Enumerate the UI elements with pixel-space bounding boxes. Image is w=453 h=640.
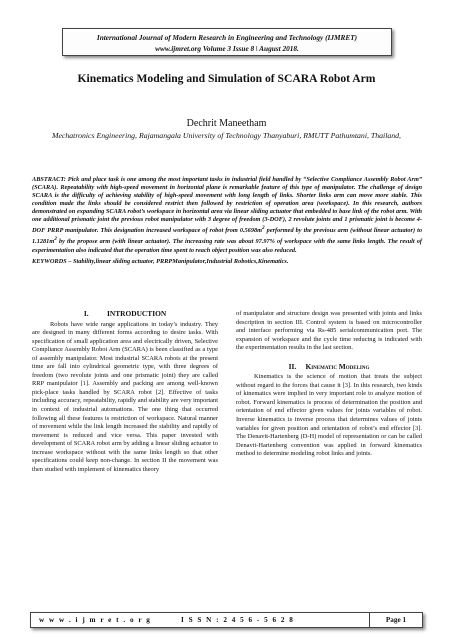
author-affiliation: Mechatronics Engineering, Rajamangala University of Technology Thanyaburi, RMUTT Pathumtani, Thailand, bbox=[51, 131, 402, 140]
page-footer bbox=[30, 612, 423, 628]
journal-header bbox=[62, 28, 392, 56]
section-heading-introduction: I. INTRODUCTION bbox=[83, 309, 167, 318]
introduction-continued-paragraph: of manipulator and structure design was presented with joints and links description in section III. Control system is based on microcontroller and interface performing via Rs-485 serialcommunication port. The expansion of workspace and the cycle time reducing is indicated with the experimentation results in the last section. bbox=[236, 310, 422, 352]
abstract-sup-1: 2 bbox=[262, 225, 265, 232]
abstract-text: Pick and place task is one among the most important tasks in industrial field handled by “Selective Compliance Assembly Robot Arm” (SCARA). Repeatability with high-speed movement in horizontal plane is remarkable feature of this type of manipulator. The challenge of design SCARA is the difficulty of achieving stability of high-speed movement with long length of links. Shorter links arm can move more stable. This condition made the links should be considered restrict then followed by restriction of operation area (workspace). In this research, authors demonstrated on expanding SCARA robot’s workspace in horizontal area via linear sliding actuator that embedded to base link of the robot arm. With one additional prismatic joint the previous robot manipulator with 3 degree of freedom (3-DOF), 2 revolute joints and 1 prismatic joint is become 4-DOF PRRP manipulator. This designation increased workspace of robot from 0.5698m bbox=[32, 176, 422, 235]
abstract-text-3: by the propose arm (with linear actuator). The increasing rate was about 97.97% of workspace with the same links length. The result of experimentation also indicated that the operation time spent to reach object position was also reduced. bbox=[32, 238, 422, 254]
keywords-label: KEYWORDS – bbox=[32, 258, 72, 265]
keywords-text: Stability,linear sliding actuator, PRRPManipulator,Industrial Robotics,Kinematics. bbox=[71, 258, 289, 265]
introduction-paragraph: Robots have wide range applications in today’s industry. They are designed in many different forms according to desire tasks. With specification of small application area and electrically driven, Selective Compliance Assembly Robot Arm (SCARA) is been classified as a type of assembly manipulator. Most industrial SCARA robots at the present time are fall into cylindrical geometric type, with three degrees of freedom (two revolute joints and one prismatic joint) they are called RRP manipulator [1]. Assembly and packing are among well-known pick-place tasks handled by SCARA robot [2]. Effective of tasks including accuracy, repeatability, rapidly and stability are very important in context of industrial automations. The one thing that occurred following all these features is restriction of workspace. Natural manner of movement while the link length increased the stability and rapidly of movement is reduced and vice versa. This paper invested with development of SCARA robot arm by adding a linear sliding actuator to increase workspace without with the same links length so that other specifications could keep non-change. In section II the movement was then studied with implement of kinematics theory bbox=[32, 320, 218, 473]
kinematic-modeling-paragraph: Kinematics is the science of motion that treats the subject without regard to the forces that cause it [3]. In this research, two kinds of kinematics were implied in very important role to analyze motion of robot. Forward kinematics is process of determination the position and orientation of end effector given values for joints variables of robot. Inverse kinematics is inverse process that determines values of joints variables for given position and orientation of robot’s end effector [3]. The Denavit-Hartenberg (D-H) model of representation or can be called Denavit-Hartenberg convention was applied in forward kinematics method to determine modeling robot links and joints. bbox=[236, 373, 422, 458]
paper-title: Kinematics Modeling and Simulation of SCARA Robot Arm bbox=[77, 72, 376, 85]
right-column bbox=[236, 310, 422, 459]
page-number: Page 1 bbox=[369, 613, 422, 627]
footer-issn: I S S N : 2 4 5 6 - 5 6 2 8 bbox=[181, 616, 295, 624]
section-number: II. bbox=[288, 361, 297, 371]
author-name: Dechrit Maneetham bbox=[186, 118, 267, 129]
keywords bbox=[32, 258, 422, 265]
abstract-sup-2: 2 bbox=[54, 236, 57, 243]
left-column bbox=[32, 310, 218, 474]
journal-name: International Journal of Modern Research in Engineering and Technology (IJMRET) bbox=[96, 33, 358, 42]
journal-issue: www.ijmret.org Volume 3 Issue 8 ǀ August 2018. bbox=[155, 44, 299, 53]
section-title: Kinematic Modeling bbox=[305, 361, 370, 371]
section-heading-kinematic-modeling bbox=[236, 363, 422, 372]
abstract bbox=[32, 176, 422, 255]
abstract-text-2: performed by the previous arm (without linear actuator) to 1.1281m bbox=[32, 227, 422, 246]
footer-website: w w w . i j m r e t . o r g bbox=[39, 616, 152, 624]
abstract-label: ABSTRACT: bbox=[32, 176, 66, 183]
